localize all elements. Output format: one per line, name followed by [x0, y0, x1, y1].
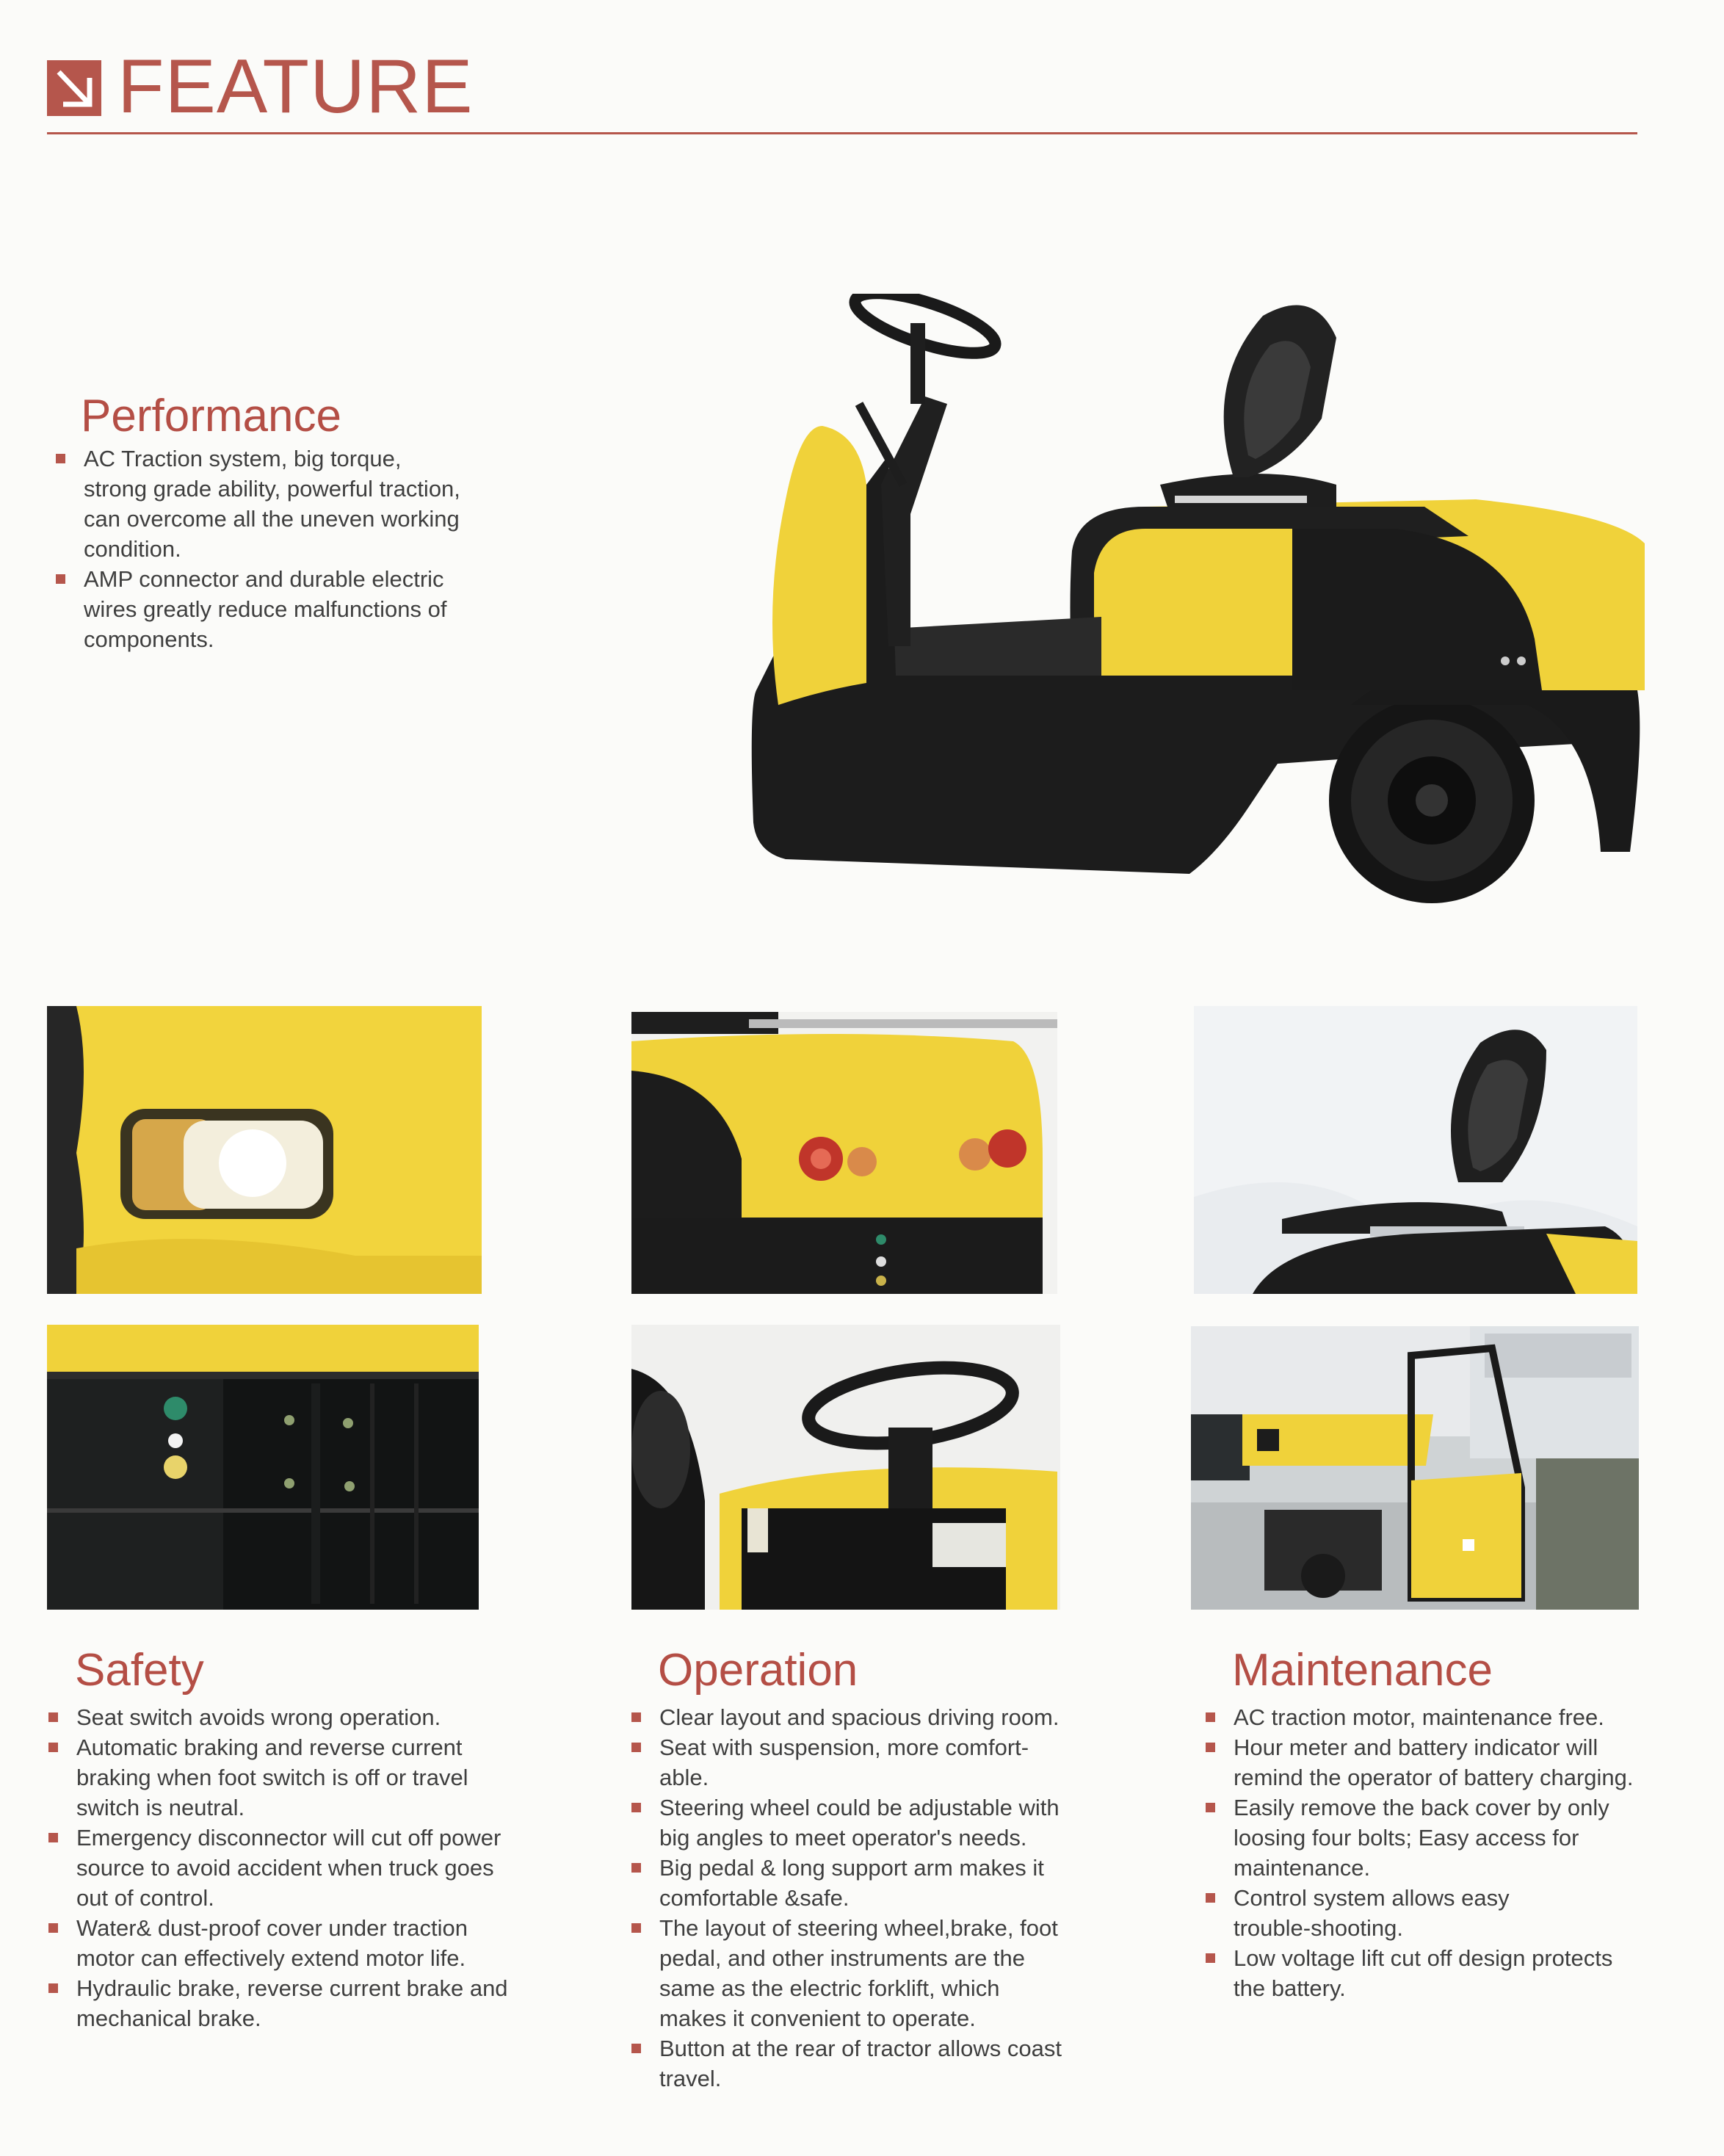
- page-title: FEATURE: [117, 44, 474, 129]
- maintenance-list: [1201, 1702, 1715, 2003]
- maintenance-item-5: [1201, 1943, 1715, 2003]
- safety-item-5: [44, 1973, 573, 2033]
- maintenance-item-1: [1201, 1702, 1715, 1732]
- arrow-down-right-icon: [47, 60, 101, 116]
- operation-item-1-text: Clear layout and spacious driving room.: [659, 1704, 1060, 1730]
- safety-item-3: [44, 1823, 573, 1913]
- back-cover-open-photo: [1191, 1326, 1639, 1610]
- operation-item-4-text: Big pedal & long support arm makes it comfortable &safe.: [659, 1855, 1044, 1911]
- maintenance-item-4-text: Control system allows easy trouble-shooting.: [1234, 1885, 1510, 1941]
- operation-item-5-text: The layout of steering wheel,brake, foot pedal, and other instruments are the same as the electric forklift, which makes it convenient to operate.: [659, 1915, 1058, 2031]
- operation-item-2-text: Seat with suspension, more comfort- able.: [659, 1734, 1029, 1790]
- safety-item-1-text: Seat switch avoids wrong operation.: [76, 1704, 441, 1730]
- maintenance-item-4: [1201, 1883, 1715, 1943]
- performance-list: [51, 444, 536, 654]
- maintenance-item-2-text: Hour meter and battery indicator will remind the operator of battery charging.: [1234, 1734, 1634, 1790]
- performance-item-2: [51, 564, 536, 654]
- operation-item-4: [627, 1853, 1156, 1913]
- operation-item-6-text: Button at the rear of tractor allows coast travel.: [659, 2036, 1062, 2091]
- safety-item-5-text: Hydraulic brake, reverse current brake and mechanical brake.: [76, 1975, 508, 2031]
- seat-photo: [1194, 1006, 1637, 1294]
- maintenance-item-5-text: Low voltage lift cut off design protects the battery.: [1234, 1945, 1613, 2001]
- operation-title: Operation: [658, 1645, 858, 1696]
- performance-title: Performance: [81, 391, 341, 441]
- safety-item-4: [44, 1913, 573, 1973]
- operation-item-3-text: Steering wheel could be adjustable with big angles to meet operator's needs.: [659, 1795, 1060, 1851]
- maintenance-item-3-text: Easily remove the back cover by only loosing four bolts; Easy access for maintenance.: [1234, 1795, 1609, 1881]
- operation-item-3: [627, 1793, 1156, 1853]
- operation-item-1: [627, 1702, 1156, 1732]
- maintenance-item-2: [1201, 1732, 1715, 1793]
- safety-list: [44, 1702, 573, 2033]
- performance-item-2-text: AMP connector and durable electric wires greatly reduce malfunctions of components.: [84, 566, 447, 652]
- rear-lights-photo: [631, 1012, 1057, 1294]
- headlight-photo: [47, 1006, 482, 1294]
- safety-item-2: [44, 1732, 573, 1823]
- safety-title: Safety: [75, 1645, 204, 1696]
- performance-item-1: [51, 444, 536, 564]
- safety-item-1: [44, 1702, 573, 1732]
- maintenance-item-1-text: AC traction motor, maintenance free.: [1234, 1704, 1604, 1730]
- safety-item-3-text: Emergency disconnector will cut off power source to avoid accident when truck goes out of control.: [76, 1825, 501, 1911]
- performance-item-1-text: AC Traction system, big torque, strong grade ability, powerful traction, can overcome all the uneven working condition.: [84, 446, 460, 562]
- safety-item-4-text: Water& dust-proof cover under traction motor can effectively extend motor life.: [76, 1915, 468, 1971]
- header-divider: [47, 132, 1637, 134]
- operation-list: [627, 1702, 1156, 2094]
- maintenance-item-3: [1201, 1793, 1715, 1883]
- operation-item-6: [627, 2033, 1156, 2094]
- tractor-main-photo: [734, 294, 1659, 933]
- maintenance-title: Maintenance: [1232, 1645, 1493, 1696]
- steering-wheel-photo: [631, 1325, 1060, 1610]
- operation-item-2: [627, 1732, 1156, 1793]
- indicator-panel-photo: [47, 1325, 479, 1610]
- operation-item-5: [627, 1913, 1156, 2033]
- safety-item-2-text: Automatic braking and reverse current braking when foot switch is off or travel switch is neutral.: [76, 1734, 468, 1820]
